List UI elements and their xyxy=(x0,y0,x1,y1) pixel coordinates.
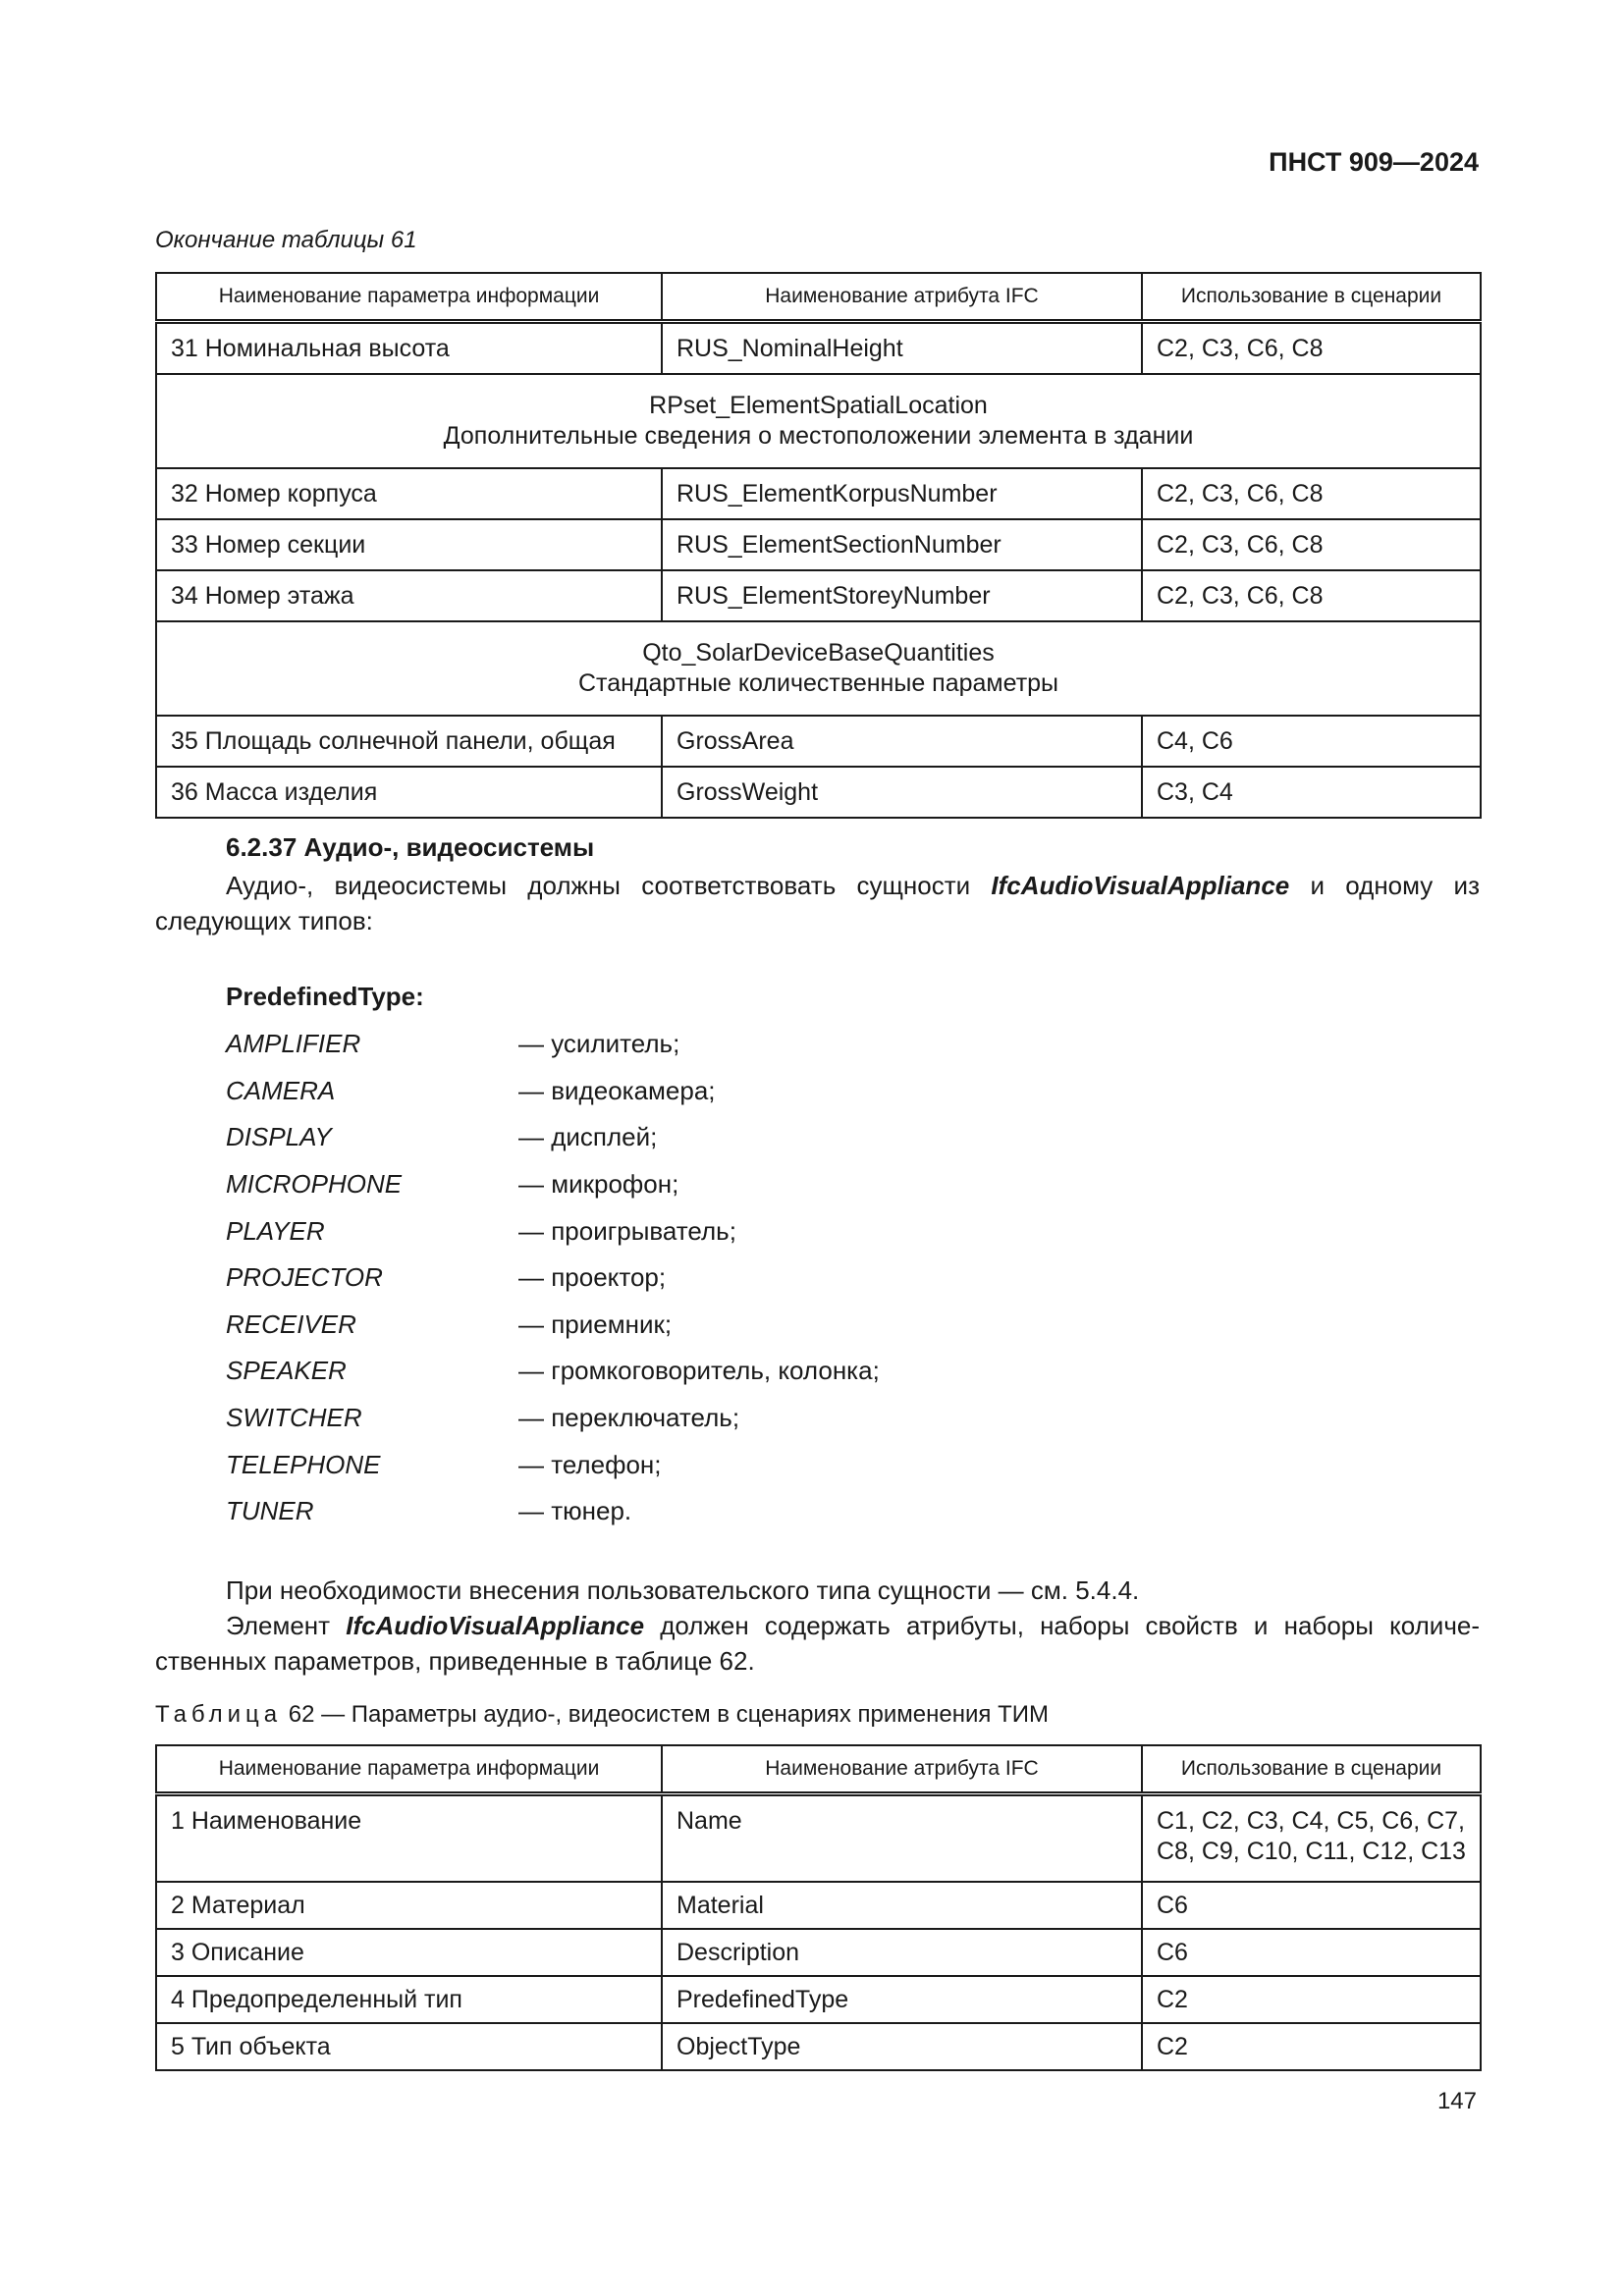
list-item xyxy=(226,1255,880,1302)
element-text-after: должен содержать атрибуты, наборы свойств и наборы количе-ственных параметров, приведенные в таблице 62. xyxy=(155,1611,1480,1676)
list-item xyxy=(226,1348,880,1395)
list-item xyxy=(226,1068,880,1115)
table-row xyxy=(156,468,1481,519)
custom-type-note xyxy=(155,1573,1480,1608)
attr-cell: Name xyxy=(662,1794,1142,1883)
list-item xyxy=(226,1114,880,1161)
type-name: MICROPHONE xyxy=(226,1169,403,1200)
element-paragraph xyxy=(155,1608,1480,1679)
param-cell: 32 Номер корпуса xyxy=(156,468,662,519)
param-cell: 34 Номер этажа xyxy=(156,570,662,621)
intro-text-before: Аудио-, видеосистемы должны соответствовать сущности xyxy=(226,871,992,900)
section-heading: 6.2.37 Аудио-, видеосистемы xyxy=(226,832,595,862)
intro-text-after: и одному из следующих типов: xyxy=(155,871,1480,935)
table-group-row xyxy=(156,621,1481,716)
table-row xyxy=(156,519,1481,570)
list-item xyxy=(226,1207,880,1255)
param-cell: 5 Тип объекта xyxy=(156,2023,662,2070)
attr-cell: ObjectType xyxy=(662,2023,1142,2070)
usage-cell: C2, C3, C6, C8 xyxy=(1142,519,1481,570)
list-item xyxy=(226,1161,880,1208)
table-row xyxy=(156,322,1481,375)
table-62-caption xyxy=(155,1701,1049,1729)
usage-cell: C3, C4 xyxy=(1142,767,1481,818)
attr-cell: GrossWeight xyxy=(662,767,1142,818)
caption-text: 62 — Параметры аудио-, видеосистем в сценариях применения ТИМ xyxy=(282,1701,1049,1728)
type-name: PROJECTOR xyxy=(226,1262,383,1293)
attr-cell: RUS_ElementSectionNumber xyxy=(662,519,1142,570)
attr-cell: RUS_ElementKorpusNumber xyxy=(662,468,1142,519)
usage-cell: C4, C6 xyxy=(1142,716,1481,767)
attr-cell: RUS_NominalHeight xyxy=(662,322,1142,375)
table-61 xyxy=(155,272,1482,819)
intro-entity-name: IfcAudioVisualAppliance xyxy=(991,871,1290,900)
type-description: — дисплей; xyxy=(518,1122,658,1152)
type-description: — приемник; xyxy=(518,1308,673,1339)
table-row xyxy=(156,570,1481,621)
param-cell: 4 Предопределенный тип xyxy=(156,1976,662,2023)
param-cell: 31 Номинальная высота xyxy=(156,322,662,375)
usage-cell: C6 xyxy=(1142,1929,1481,1976)
group-cell xyxy=(156,374,1481,468)
type-name: TUNER xyxy=(226,1496,314,1526)
predefined-type-title: PredefinedType: xyxy=(226,982,424,1011)
param-cell: 36 Масса изделия xyxy=(156,767,662,818)
table-row xyxy=(156,2023,1481,2070)
param-cell: 3 Описание xyxy=(156,1929,662,1976)
list-item xyxy=(226,1441,880,1488)
usage-cell: C2, C3, C6, C8 xyxy=(1142,322,1481,375)
type-name: SWITCHER xyxy=(226,1403,362,1433)
column-header-attr: Наименование атрибута IFC xyxy=(662,1745,1142,1794)
usage-cell: C2, C3, C6, C8 xyxy=(1142,570,1481,621)
usage-cell: C2, C3, C6, C8 xyxy=(1142,468,1481,519)
group-description: Дополнительные сведения о местоположении элемента в здании xyxy=(443,422,1194,450)
table-row xyxy=(156,1976,1481,2023)
param-cell: 1 Наименование xyxy=(156,1794,662,1883)
usage-cell: C2 xyxy=(1142,1976,1481,2023)
usage-cell: C1, C2, C3, C4, C5, C6, C7, C8, C9, C10, C11, C12, C13 xyxy=(1142,1794,1481,1883)
param-cell: 33 Номер секции xyxy=(156,519,662,570)
column-header-usage: Использование в сценарии xyxy=(1142,273,1481,322)
type-description: — переключатель; xyxy=(518,1403,740,1433)
type-name: RECEIVER xyxy=(226,1308,356,1339)
column-header-param: Наименование параметра информации xyxy=(156,1745,662,1794)
column-header-attr: Наименование атрибута IFC xyxy=(662,273,1142,322)
document-id: ПНСТ 909—2024 xyxy=(1269,147,1479,177)
type-description: — проигрыватель; xyxy=(518,1215,736,1246)
type-description: — громкоговоритель, колонка; xyxy=(518,1356,880,1386)
table-62 xyxy=(155,1744,1482,2071)
type-name: DISPLAY xyxy=(226,1122,332,1152)
param-cell: 2 Материал xyxy=(156,1882,662,1929)
attr-cell: GrossArea xyxy=(662,716,1142,767)
type-name: CAMERA xyxy=(226,1075,336,1105)
attr-cell: Description xyxy=(662,1929,1142,1976)
custom-type-note-text: При необходимости внесения пользовательского типа сущности — см. 5.4.4. xyxy=(226,1575,1140,1605)
attr-cell: Material xyxy=(662,1882,1142,1929)
type-description: — микрофон; xyxy=(518,1169,679,1200)
attr-cell: RUS_ElementStoreyNumber xyxy=(662,570,1142,621)
table-row xyxy=(156,767,1481,818)
table-header-row xyxy=(156,1745,1481,1794)
type-description: — телефон; xyxy=(518,1449,662,1479)
table-row xyxy=(156,1882,1481,1929)
group-pset-name: Qto_SolarDeviceBaseQuantities xyxy=(642,639,995,667)
table-row xyxy=(156,716,1481,767)
list-item xyxy=(226,1021,880,1068)
group-pset-name: RPset_ElementSpatialLocation xyxy=(649,392,988,419)
type-name: PLAYER xyxy=(226,1215,325,1246)
page-number: 147 xyxy=(1436,2088,1477,2114)
column-header-usage: Использование в сценарии xyxy=(1142,1745,1481,1794)
list-item xyxy=(226,1302,880,1349)
predefined-type-list xyxy=(226,1021,880,1535)
param-cell: 35 Площадь солнечной панели, общая xyxy=(156,716,662,767)
type-description: — тюнер. xyxy=(518,1496,632,1526)
table-row xyxy=(156,1794,1481,1883)
type-name: TELEPHONE xyxy=(226,1449,381,1479)
type-name: AMPLIFIER xyxy=(226,1029,361,1059)
type-name: SPEAKER xyxy=(226,1356,347,1386)
list-item xyxy=(226,1395,880,1442)
table-row xyxy=(156,1929,1481,1976)
caption-label: Таблица xyxy=(155,1701,283,1728)
type-description: — видеокамера; xyxy=(518,1075,716,1105)
type-description: — усилитель; xyxy=(518,1029,680,1059)
table-group-row xyxy=(156,374,1481,468)
usage-cell: C2 xyxy=(1142,2023,1481,2070)
type-description: — проектор; xyxy=(518,1262,667,1293)
table-continuation-note: Окончание таблицы 61 xyxy=(155,227,417,253)
list-item xyxy=(226,1488,880,1535)
table-header-row xyxy=(156,273,1481,322)
group-cell xyxy=(156,621,1481,716)
element-entity-name: IfcAudioVisualAppliance xyxy=(346,1611,645,1640)
usage-cell: C6 xyxy=(1142,1882,1481,1929)
attr-cell: PredefinedType xyxy=(662,1976,1142,2023)
column-header-param: Наименование параметра информации xyxy=(156,273,662,322)
group-description: Стандартные количественные параметры xyxy=(577,669,1059,697)
section-intro xyxy=(155,868,1480,938)
element-text-before: Элемент xyxy=(226,1611,347,1640)
